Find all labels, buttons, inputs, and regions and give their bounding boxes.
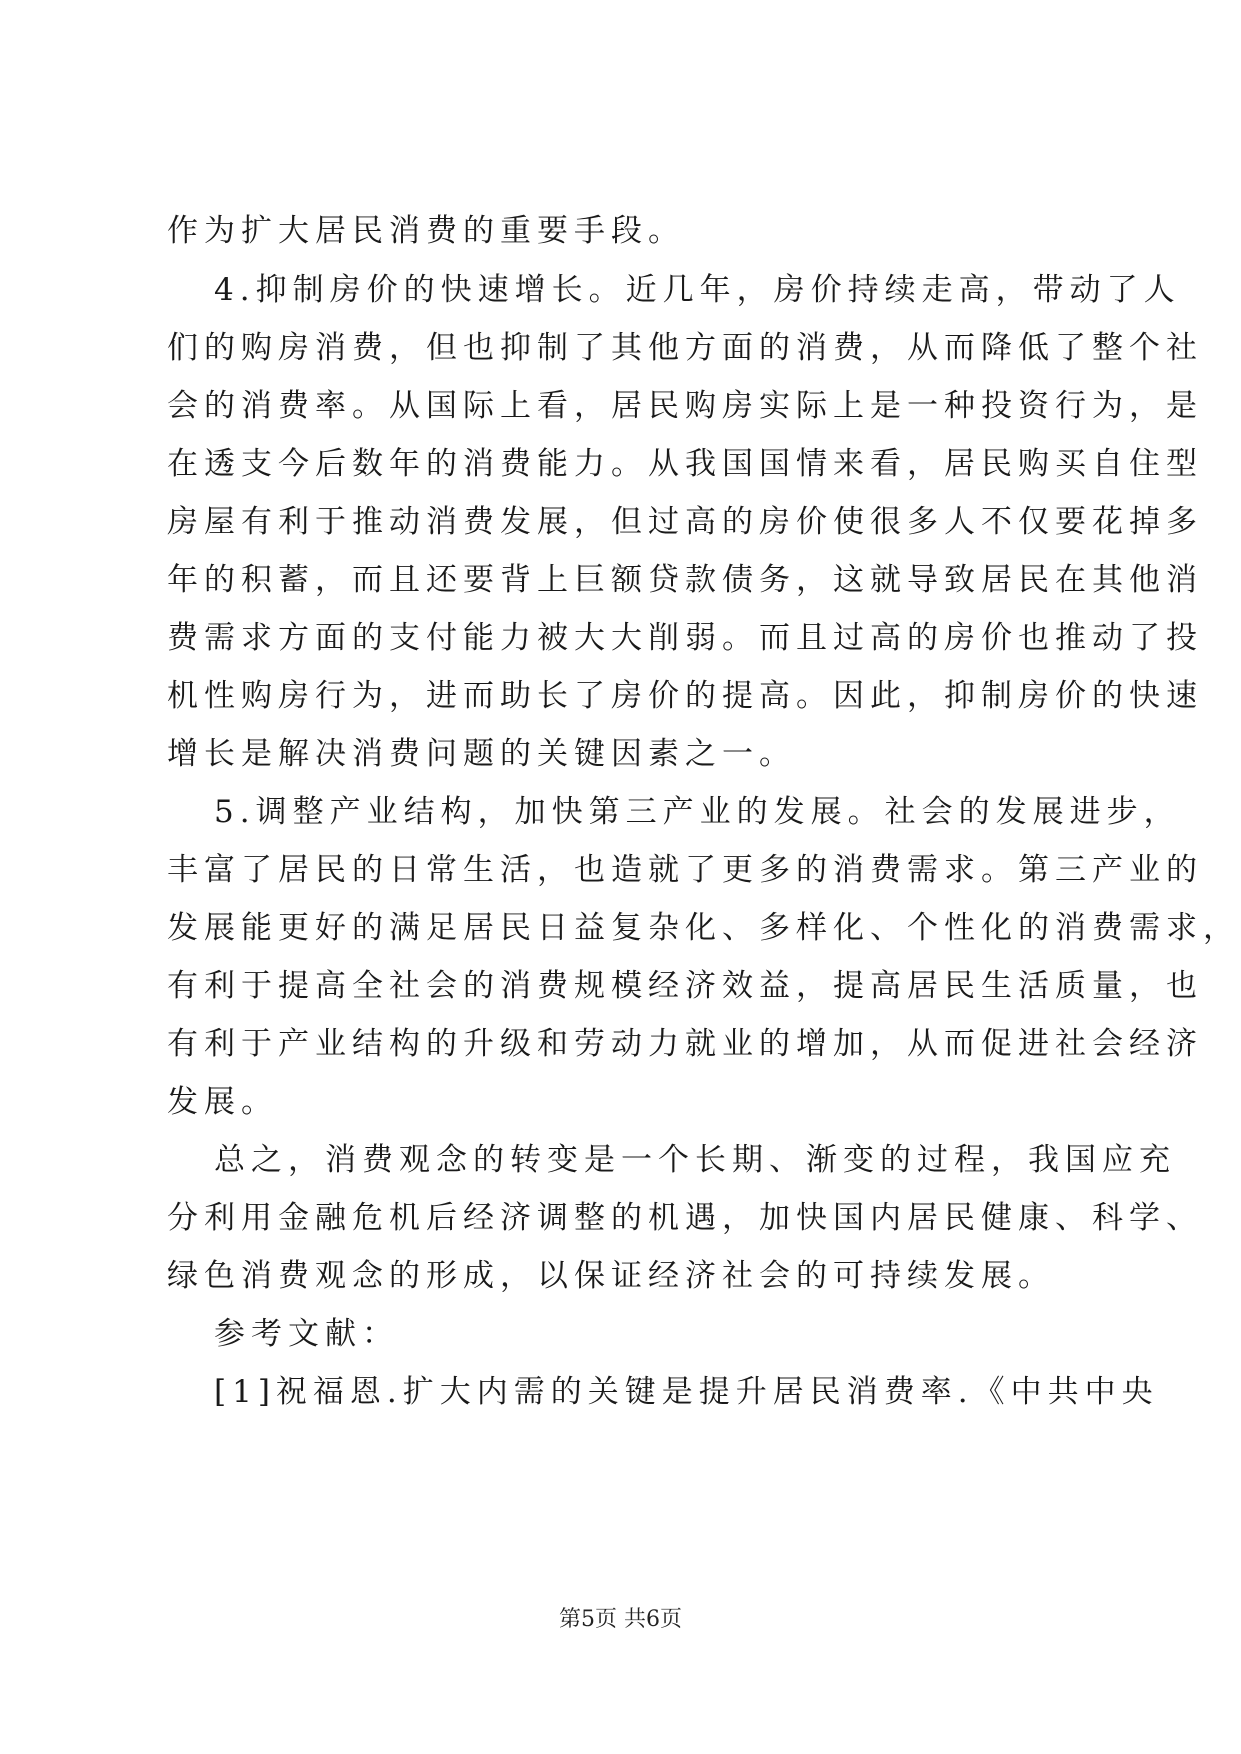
reference-item: [1]祝福恩.扩大内需的关键是提升居民消费率.《中共中央 <box>214 1374 1159 1410</box>
text-line: 机性购房行为，进而助长了房价的提高。因此，抑制房价的快速 <box>167 678 1203 714</box>
text-line: 增长是解决消费问题的关键因素之一。 <box>167 736 796 772</box>
text-line: 会的消费率。从国际上看，居民购房实际上是一种投资行为，是 <box>167 388 1203 424</box>
text-line: 费需求方面的支付能力被大大削弱。而且过高的房价也推动了投 <box>167 620 1203 656</box>
text-line: 在透支今后数年的消费能力。从我国国情来看，居民购买自住型 <box>167 446 1203 482</box>
text-line: 年的积蓄，而且还要背上巨额贷款债务，这就导致居民在其他消 <box>167 562 1203 598</box>
text-line: 房屋有利于推动消费发展，但过高的房价使很多人不仅要花掉多 <box>167 504 1203 540</box>
text-line: 发展能更好的满足居民日益复杂化、多样化、个性化的消费需求， <box>167 910 1240 946</box>
references-heading: 参考文献： <box>214 1316 399 1352</box>
text-line: 绿色消费观念的形成，以保证经济社会的可持续发展。 <box>167 1258 1055 1294</box>
text-line: 作为扩大居民消费的重要手段。 <box>167 213 685 249</box>
text-line: 丰富了居民的日常生活，也造就了更多的消费需求。第三产业的 <box>167 852 1203 888</box>
text-line: 5.调整产业结构，加快第三产业的发展。社会的发展进步， <box>214 794 1181 830</box>
page-footer: 第5页 共6页 <box>559 1607 682 1632</box>
text-line: 有利于产业结构的升级和劳动力就业的增加，从而促进社会经济 <box>167 1026 1203 1062</box>
text-line: 有利于提高全社会的消费规模经济效益，提高居民生活质量，也 <box>167 968 1203 1004</box>
text-line: 总之，消费观念的转变是一个长期、渐变的过程，我国应充 <box>214 1142 1176 1178</box>
text-line: 4.抑制房价的快速增长。近几年，房价持续走高，带动了人 <box>214 272 1181 308</box>
text-line: 分利用金融危机后经济调整的机遇，加快国内居民健康、科学、 <box>167 1200 1203 1236</box>
text-line: 们的购房消费，但也抑制了其他方面的消费，从而降低了整个社 <box>167 330 1203 366</box>
text-line: 发展。 <box>167 1084 278 1120</box>
